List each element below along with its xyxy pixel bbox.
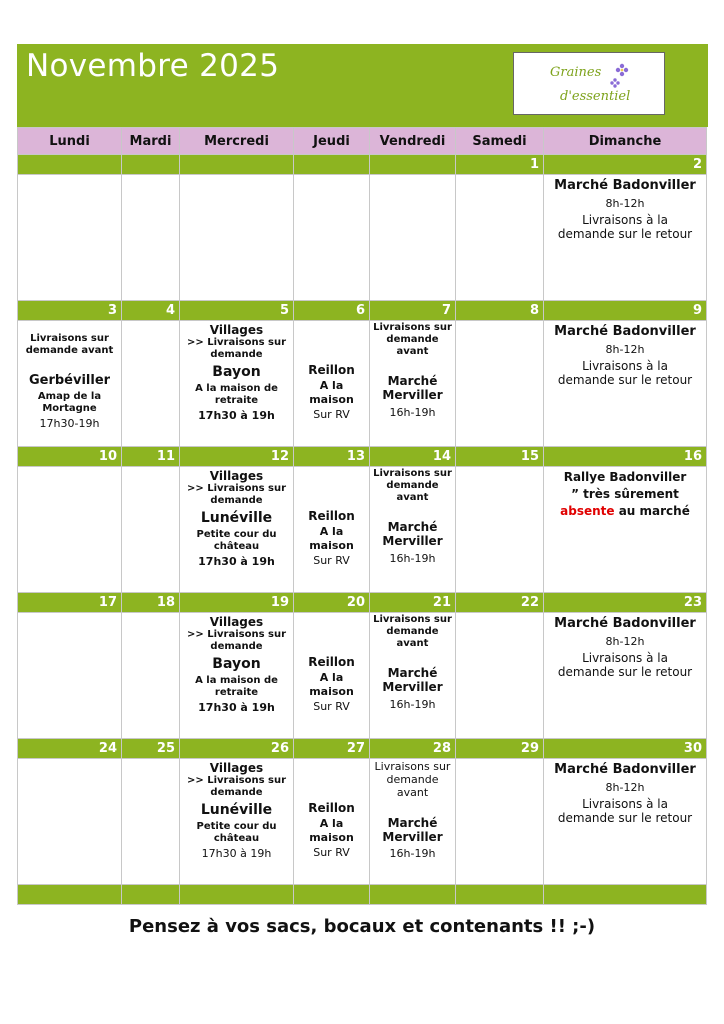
- event-note: demande sur le retour: [557, 665, 693, 680]
- day-number: 5: [180, 301, 294, 321]
- weekday-samedi: Samedi: [456, 128, 544, 155]
- event-hours: 17h30 à 19h: [201, 847, 272, 861]
- event-hours: 16h-19h: [389, 551, 436, 565]
- event-detail: retraite: [214, 687, 259, 699]
- day-cell-14: [370, 467, 456, 593]
- day-cell: [122, 759, 180, 885]
- weekday-jeudi: Jeudi: [294, 128, 370, 155]
- day-cell-12: [180, 467, 294, 593]
- event-place: Marché: [387, 815, 438, 830]
- event-note: demande: [210, 495, 263, 507]
- event-detail: A la: [319, 671, 344, 685]
- event-note: Livraisons à la: [582, 212, 668, 227]
- day-number: 7: [370, 301, 456, 321]
- day-number: 27: [294, 739, 370, 759]
- day-cell-13: [294, 467, 370, 593]
- day-number: 16: [544, 447, 707, 467]
- day-number: 19: [180, 593, 294, 613]
- logo: [513, 52, 665, 115]
- event-detail: A la maison de: [195, 675, 278, 687]
- event-note: avant: [396, 638, 429, 649]
- event-note: demande: [210, 787, 263, 799]
- day-cell-27: [294, 759, 370, 885]
- event-place: Reillon: [308, 509, 355, 523]
- event-note: Livraisons sur: [373, 322, 452, 333]
- event-title: Villages: [209, 761, 264, 775]
- event-hours: 8h-12h: [605, 634, 645, 648]
- event-hours: 16h-19h: [389, 405, 436, 419]
- day-cell-7: [370, 321, 456, 447]
- day-number: 17: [18, 593, 122, 613]
- absent-highlight: absente: [560, 503, 615, 518]
- event-place: Gerbéviller: [28, 373, 111, 388]
- event-place: Marché: [387, 374, 438, 388]
- event-note: Sur RV: [313, 845, 350, 859]
- event-hours: 17h30 à 19h: [198, 555, 275, 569]
- day-number: 11: [122, 447, 180, 467]
- event-note: demande: [386, 626, 439, 637]
- day-number: 15: [456, 447, 544, 467]
- event-detail: Petite cour du: [196, 821, 277, 833]
- event-detail: maison: [309, 538, 354, 552]
- event-place: Marché: [387, 666, 438, 680]
- weekday-dimanche: Dimanche: [544, 128, 707, 155]
- day-number: 21: [370, 593, 456, 613]
- weekday-lundi: Lundi: [18, 128, 122, 155]
- event-place: Lunéville: [200, 510, 273, 527]
- day-number: 3: [18, 301, 122, 321]
- event-note: Sur RV: [313, 553, 350, 567]
- footer-message: Pensez à vos sacs, bocaux et contenants !! ;-): [128, 916, 596, 937]
- event-detail: A la: [319, 525, 344, 539]
- event-note: Livraisons sur: [373, 614, 452, 625]
- event-title: Villages: [209, 469, 264, 483]
- event-note: demande: [386, 480, 439, 491]
- day-cell: [122, 321, 180, 447]
- week-3-content: [18, 467, 707, 593]
- event-title: Villages: [209, 323, 264, 337]
- day-number: 8: [456, 301, 544, 321]
- event-place: Merviller: [382, 829, 443, 844]
- day-cell: [456, 175, 544, 301]
- event-title: Rallye Badonviller: [563, 470, 687, 484]
- day-number: 18: [122, 593, 180, 613]
- event-title: Marché Badonviller: [554, 178, 696, 193]
- event-title: Villages: [209, 615, 264, 629]
- day-number: 25: [122, 739, 180, 759]
- day-cell: [18, 759, 122, 885]
- day-cell: [456, 613, 544, 739]
- event-detail: maison: [309, 684, 354, 698]
- day-number: [180, 155, 294, 175]
- event-note: >> Livraisons sur: [186, 629, 287, 641]
- day-number: [122, 155, 180, 175]
- day-cell-5: [180, 321, 294, 447]
- week-2-numbers: [18, 301, 707, 321]
- day-number: 13: [294, 447, 370, 467]
- day-cell: [456, 759, 544, 885]
- event-place: Lunéville: [200, 802, 273, 819]
- day-number: 22: [456, 593, 544, 613]
- day-number: 28: [370, 739, 456, 759]
- day-cell: [122, 613, 180, 739]
- day-cell: [370, 175, 456, 301]
- day-number: [294, 155, 370, 175]
- event-place: Reillon: [308, 655, 355, 669]
- day-cell-30: [544, 759, 707, 885]
- day-number: 6: [294, 301, 370, 321]
- event-detail: Petite cour du: [196, 529, 277, 541]
- day-number: [122, 885, 180, 905]
- event-detail: A la: [319, 379, 344, 393]
- week-3-numbers: [18, 447, 707, 467]
- day-cell: [18, 175, 122, 301]
- day-cell-19: [180, 613, 294, 739]
- day-cell: [18, 613, 122, 739]
- day-cell-2: [544, 175, 707, 301]
- day-cell-28: [370, 759, 456, 885]
- day-number: [456, 885, 544, 905]
- day-number: 10: [18, 447, 122, 467]
- event-hours: 17h30 à 19h: [198, 701, 275, 715]
- event-hours: 16h-19h: [389, 697, 436, 711]
- day-number: 12: [180, 447, 294, 467]
- weekday-mardi: Mardi: [122, 128, 180, 155]
- week-6-numbers: [18, 885, 707, 905]
- event-place: Merviller: [382, 388, 443, 403]
- day-cell: [456, 321, 544, 447]
- weekday-header-row: [18, 128, 707, 155]
- day-cell-23: [544, 613, 707, 739]
- day-cell-16: [544, 467, 707, 593]
- event-detail: maison: [309, 392, 354, 406]
- event-note: demande avant: [25, 345, 114, 356]
- event-note: demande sur le retour: [557, 373, 693, 388]
- event-title: Marché Badonviller: [554, 616, 696, 631]
- logo-text-line1: Graines: [550, 65, 602, 80]
- event-hours: 16h-19h: [389, 847, 436, 861]
- header-banner: [17, 44, 708, 127]
- event-detail: Mortagne: [42, 402, 97, 414]
- event-hours: 17h30-19h: [39, 416, 100, 430]
- event-note: demande: [210, 349, 263, 361]
- day-number: 26: [180, 739, 294, 759]
- event-note: demande: [386, 773, 439, 787]
- day-number: 23: [544, 593, 707, 613]
- event-note: demande: [386, 334, 439, 345]
- event-note: Livraisons à la: [582, 358, 668, 373]
- day-cell: [294, 175, 370, 301]
- logo-text-line2: d'essentiel: [560, 89, 631, 104]
- week-1-content: [18, 175, 707, 301]
- day-cell: [18, 467, 122, 593]
- day-cell-9: [544, 321, 707, 447]
- day-number: [18, 885, 122, 905]
- event-note: demande sur le retour: [557, 811, 693, 826]
- day-number: 24: [18, 739, 122, 759]
- event-place: Merviller: [382, 680, 443, 695]
- event-title: Marché Badonviller: [554, 324, 696, 339]
- day-number: 20: [294, 593, 370, 613]
- event-place: Marché: [387, 520, 438, 534]
- day-number: 2: [544, 155, 707, 175]
- week-1-numbers: [18, 155, 707, 175]
- day-number: 29: [456, 739, 544, 759]
- event-detail: château: [213, 541, 260, 553]
- event-note: avant: [396, 786, 429, 800]
- event-note: >> Livraisons sur: [186, 337, 287, 349]
- event-note: demande: [210, 641, 263, 653]
- day-cell-6: [294, 321, 370, 447]
- event-detail: maison: [309, 830, 354, 844]
- event-note: Sur RV: [313, 699, 350, 713]
- day-number: [294, 885, 370, 905]
- day-number: 1: [456, 155, 544, 175]
- event-note: demande sur le retour: [557, 227, 693, 242]
- day-number: [18, 155, 122, 175]
- day-cell-3: [18, 321, 122, 447]
- event-place: Bayon: [212, 364, 261, 381]
- event-note-rest: au marché: [614, 503, 690, 518]
- event-title: Marché Badonviller: [554, 762, 696, 777]
- day-cell: [180, 175, 294, 301]
- day-cell: [122, 467, 180, 593]
- event-note: Livraisons sur: [30, 333, 109, 344]
- event-hours: 8h-12h: [605, 780, 645, 794]
- day-number: 9: [544, 301, 707, 321]
- event-note: avant: [396, 492, 429, 503]
- event-place: Bayon: [212, 656, 261, 673]
- week-2-content: [18, 321, 707, 447]
- event-place: Merviller: [382, 534, 443, 549]
- day-number: [370, 885, 456, 905]
- day-cell: [456, 467, 544, 593]
- weekday-mercredi: Mercredi: [180, 128, 294, 155]
- calendar-table: [17, 127, 707, 905]
- event-detail: A la maison de: [195, 383, 278, 395]
- day-number: [370, 155, 456, 175]
- event-note: Sur RV: [313, 407, 350, 421]
- event-hours: 17h30 à 19h: [198, 409, 275, 423]
- day-number: 4: [122, 301, 180, 321]
- week-4-numbers: [18, 593, 707, 613]
- day-cell: [122, 175, 180, 301]
- event-detail: A la: [319, 817, 344, 831]
- event-note: ” très sûrement: [571, 487, 679, 502]
- day-number: [544, 885, 707, 905]
- event-detail: château: [213, 833, 260, 845]
- page-title: Novembre 2025: [26, 48, 280, 84]
- event-note: [560, 504, 690, 518]
- event-note: >> Livraisons sur: [186, 775, 287, 787]
- week-4-content: [18, 613, 707, 739]
- day-number: 14: [370, 447, 456, 467]
- event-detail: Amap de la: [37, 390, 102, 402]
- day-cell-21: [370, 613, 456, 739]
- event-detail: retraite: [214, 395, 259, 407]
- weekday-vendredi: Vendredi: [370, 128, 456, 155]
- event-place: Reillon: [308, 801, 355, 815]
- day-number: 30: [544, 739, 707, 759]
- week-5-content: [18, 759, 707, 885]
- day-cell-20: [294, 613, 370, 739]
- event-place: Reillon: [308, 363, 355, 377]
- event-note: Livraisons à la: [582, 796, 668, 811]
- event-hours: 8h-12h: [605, 342, 645, 356]
- event-hours: 8h-12h: [605, 196, 645, 210]
- day-number: [180, 885, 294, 905]
- event-note: Livraisons sur: [374, 760, 451, 773]
- event-note: avant: [396, 346, 429, 357]
- week-5-numbers: [18, 739, 707, 759]
- event-note: Livraisons sur: [373, 468, 452, 479]
- day-cell-26: [180, 759, 294, 885]
- event-note: Livraisons à la: [582, 650, 668, 665]
- event-note: >> Livraisons sur: [186, 483, 287, 495]
- flower-icon: [610, 61, 634, 89]
